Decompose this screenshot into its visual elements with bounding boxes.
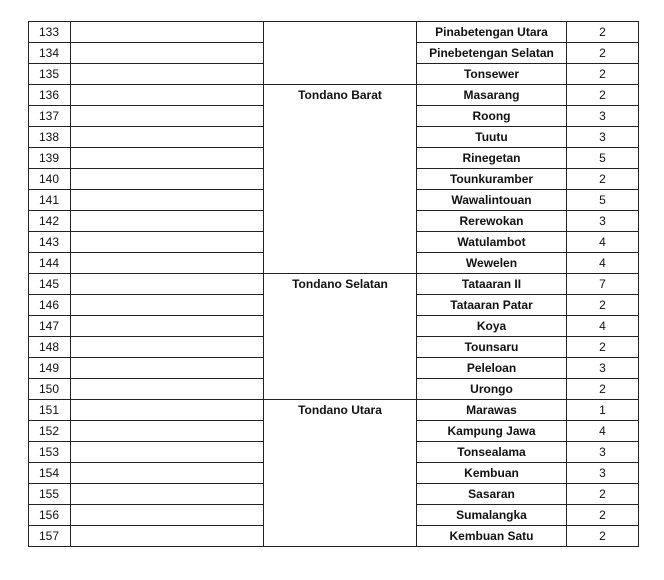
desa-cell: Tuutu xyxy=(417,127,567,148)
table-row xyxy=(29,232,639,253)
blank-cell xyxy=(71,463,264,484)
row-number: 148 xyxy=(29,337,71,358)
count-cell: 3 xyxy=(567,127,639,148)
kecamatan-cell xyxy=(264,43,417,64)
kecamatan-cell xyxy=(264,211,417,232)
blank-cell xyxy=(71,274,264,295)
row-number: 142 xyxy=(29,211,71,232)
table-row xyxy=(29,169,639,190)
table-row xyxy=(29,505,639,526)
desa-cell: Sumalangka xyxy=(417,505,567,526)
blank-cell xyxy=(71,442,264,463)
desa-cell: Pinebetengan Selatan xyxy=(417,43,567,64)
blank-cell xyxy=(71,295,264,316)
count-cell: 2 xyxy=(567,484,639,505)
desa-cell: Watulambot xyxy=(417,232,567,253)
row-number: 133 xyxy=(29,22,71,43)
row-number: 150 xyxy=(29,379,71,400)
count-cell: 4 xyxy=(567,316,639,337)
blank-cell xyxy=(71,127,264,148)
count-cell: 5 xyxy=(567,190,639,211)
kecamatan-cell xyxy=(264,22,417,43)
kecamatan-cell xyxy=(264,232,417,253)
table-row xyxy=(29,379,639,400)
row-number: 136 xyxy=(29,85,71,106)
count-cell: 2 xyxy=(567,526,639,547)
kecamatan-cell xyxy=(264,148,417,169)
row-number: 155 xyxy=(29,484,71,505)
blank-cell xyxy=(71,526,264,547)
table-row xyxy=(29,127,639,148)
desa-cell: Tonsealama xyxy=(417,442,567,463)
table-row xyxy=(29,106,639,127)
kecamatan-cell xyxy=(264,484,417,505)
desa-cell: Sasaran xyxy=(417,484,567,505)
table-row xyxy=(29,85,639,106)
blank-cell xyxy=(71,379,264,400)
row-number: 135 xyxy=(29,64,71,85)
kecamatan-cell xyxy=(264,337,417,358)
kecamatan-cell xyxy=(264,295,417,316)
row-number: 157 xyxy=(29,526,71,547)
row-number: 146 xyxy=(29,295,71,316)
row-number: 151 xyxy=(29,400,71,421)
desa-cell: Rinegetan xyxy=(417,148,567,169)
count-cell: 4 xyxy=(567,232,639,253)
count-cell: 2 xyxy=(567,43,639,64)
table-row xyxy=(29,190,639,211)
desa-cell: Urongo xyxy=(417,379,567,400)
row-number: 141 xyxy=(29,190,71,211)
desa-cell: Wewelen xyxy=(417,253,567,274)
kecamatan-cell xyxy=(264,169,417,190)
kecamatan-cell xyxy=(264,316,417,337)
blank-cell xyxy=(71,169,264,190)
row-number: 156 xyxy=(29,505,71,526)
row-number: 149 xyxy=(29,358,71,379)
desa-cell: Pinabetengan Utara xyxy=(417,22,567,43)
kecamatan-cell xyxy=(264,358,417,379)
count-cell: 3 xyxy=(567,106,639,127)
desa-cell: Rerewokan xyxy=(417,211,567,232)
desa-cell: Marawas xyxy=(417,400,567,421)
count-cell: 2 xyxy=(567,64,639,85)
kecamatan-cell xyxy=(264,463,417,484)
count-cell: 3 xyxy=(567,358,639,379)
row-number: 154 xyxy=(29,463,71,484)
row-number: 134 xyxy=(29,43,71,64)
table-row xyxy=(29,43,639,64)
desa-cell: Kembuan xyxy=(417,463,567,484)
table-row xyxy=(29,253,639,274)
blank-cell xyxy=(71,505,264,526)
table-row xyxy=(29,484,639,505)
village-table-body xyxy=(29,22,639,547)
blank-cell xyxy=(71,22,264,43)
table-row xyxy=(29,295,639,316)
kecamatan-cell xyxy=(264,106,417,127)
desa-cell: Koya xyxy=(417,316,567,337)
count-cell: 2 xyxy=(567,379,639,400)
desa-cell: Tounsaru xyxy=(417,337,567,358)
kecamatan-cell xyxy=(264,505,417,526)
count-cell: 4 xyxy=(567,253,639,274)
count-cell: 2 xyxy=(567,505,639,526)
blank-cell xyxy=(71,64,264,85)
blank-cell xyxy=(71,190,264,211)
desa-cell: Tonsewer xyxy=(417,64,567,85)
count-cell: 2 xyxy=(567,85,639,106)
desa-cell: Roong xyxy=(417,106,567,127)
kecamatan-cell xyxy=(264,190,417,211)
count-cell: 2 xyxy=(567,337,639,358)
row-number: 145 xyxy=(29,274,71,295)
blank-cell xyxy=(71,232,264,253)
count-cell: 2 xyxy=(567,22,639,43)
row-number: 153 xyxy=(29,442,71,463)
kecamatan-cell xyxy=(264,421,417,442)
village-table xyxy=(28,21,639,547)
table-row xyxy=(29,148,639,169)
desa-cell: Peleloan xyxy=(417,358,567,379)
blank-cell xyxy=(71,421,264,442)
kecamatan-cell xyxy=(264,127,417,148)
row-number: 147 xyxy=(29,316,71,337)
row-number: 137 xyxy=(29,106,71,127)
kecamatan-cell xyxy=(264,253,417,274)
blank-cell xyxy=(71,358,264,379)
blank-cell xyxy=(71,316,264,337)
blank-cell xyxy=(71,106,264,127)
row-number: 143 xyxy=(29,232,71,253)
count-cell: 3 xyxy=(567,442,639,463)
table-row xyxy=(29,421,639,442)
kecamatan-cell xyxy=(264,379,417,400)
row-number: 139 xyxy=(29,148,71,169)
table-row xyxy=(29,22,639,43)
row-number: 152 xyxy=(29,421,71,442)
count-cell: 5 xyxy=(567,148,639,169)
blank-cell xyxy=(71,400,264,421)
kecamatan-cell xyxy=(264,442,417,463)
count-cell: 3 xyxy=(567,463,639,484)
blank-cell xyxy=(71,148,264,169)
table-row xyxy=(29,526,639,547)
desa-cell: Tataaran Patar xyxy=(417,295,567,316)
table-row xyxy=(29,400,639,421)
desa-cell: Tataaran II xyxy=(417,274,567,295)
table-row xyxy=(29,358,639,379)
count-cell: 2 xyxy=(567,169,639,190)
desa-cell: Kampung Jawa xyxy=(417,421,567,442)
desa-cell: Tounkuramber xyxy=(417,169,567,190)
table-row xyxy=(29,463,639,484)
table-row xyxy=(29,316,639,337)
count-cell: 2 xyxy=(567,295,639,316)
kecamatan-cell: Tondano Selatan xyxy=(264,274,417,295)
blank-cell xyxy=(71,211,264,232)
count-cell: 4 xyxy=(567,421,639,442)
desa-cell: Wawalintouan xyxy=(417,190,567,211)
row-number: 140 xyxy=(29,169,71,190)
blank-cell xyxy=(71,253,264,274)
count-cell: 7 xyxy=(567,274,639,295)
blank-cell xyxy=(71,85,264,106)
blank-cell xyxy=(71,337,264,358)
desa-cell: Masarang xyxy=(417,85,567,106)
count-cell: 3 xyxy=(567,211,639,232)
table-row xyxy=(29,337,639,358)
table-row xyxy=(29,442,639,463)
table-row xyxy=(29,274,639,295)
table-row xyxy=(29,64,639,85)
row-number: 138 xyxy=(29,127,71,148)
count-cell: 1 xyxy=(567,400,639,421)
table-row xyxy=(29,211,639,232)
blank-cell xyxy=(71,43,264,64)
blank-cell xyxy=(71,484,264,505)
kecamatan-cell: Tondano Utara xyxy=(264,400,417,421)
kecamatan-cell xyxy=(264,64,417,85)
kecamatan-cell: Tondano Barat xyxy=(264,85,417,106)
row-number: 144 xyxy=(29,253,71,274)
desa-cell: Kembuan Satu xyxy=(417,526,567,547)
kecamatan-cell xyxy=(264,526,417,547)
